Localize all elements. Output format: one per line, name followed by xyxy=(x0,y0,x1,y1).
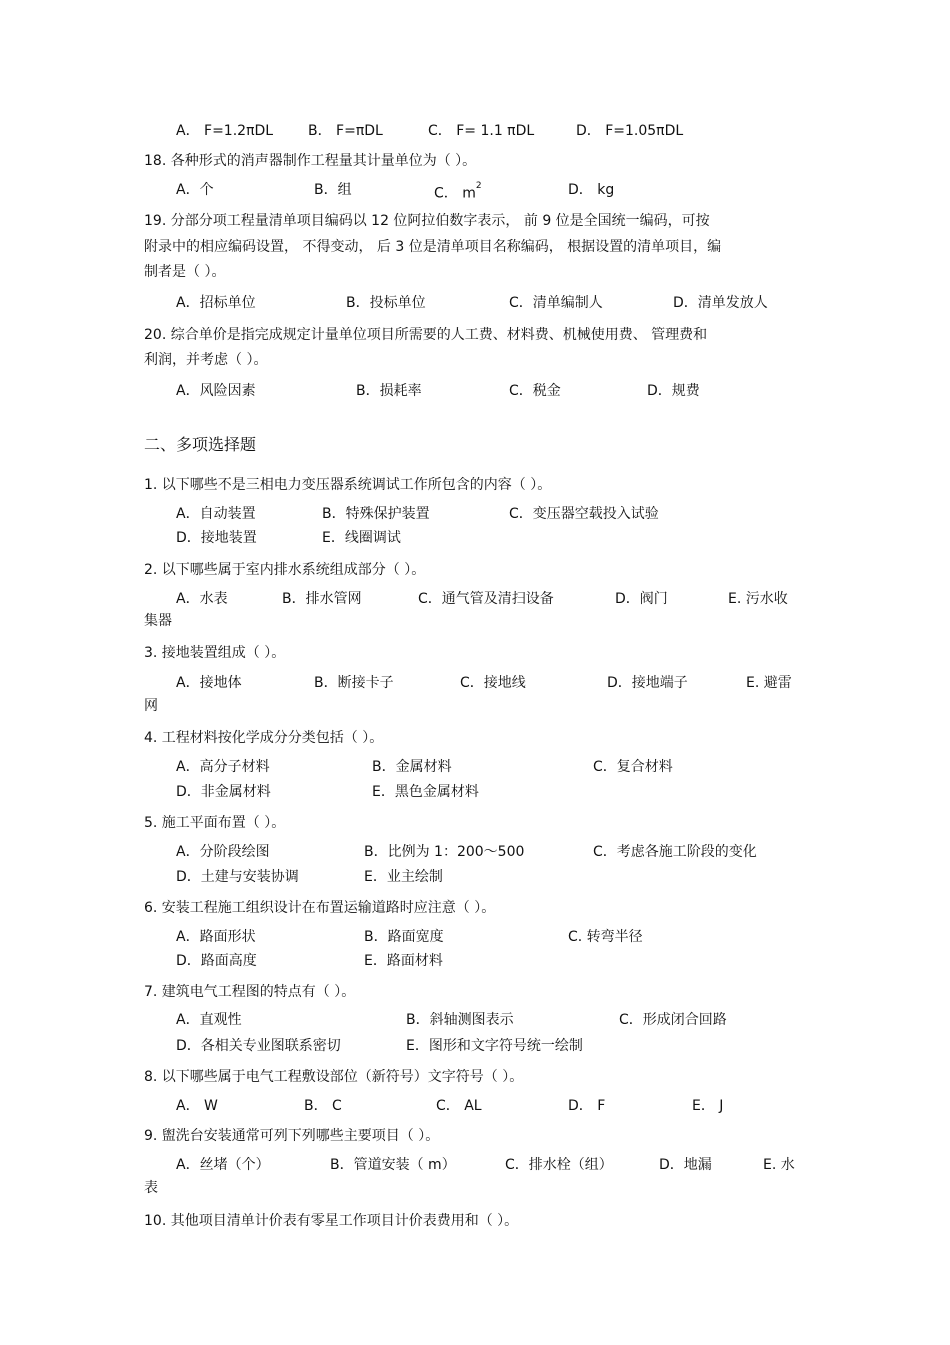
mq3-option-e: E. 避雷 xyxy=(746,675,792,691)
mq9-option-a: A．丝堵（个） xyxy=(176,1157,270,1173)
mq6-option-e: E．路面材料 xyxy=(364,953,443,969)
mq4-option-e: E．黑色金属材料 xyxy=(372,784,479,800)
mq10-stem: 10. 其他项目清单计价表有零星工作项目计价表费用和（ ）。 xyxy=(144,1213,519,1229)
mq7-stem: 7. 建筑电气工程图的特点有（ ）。 xyxy=(144,984,356,1000)
mq9-option-c: C．排水栓（组） xyxy=(505,1157,613,1173)
mq5-option-a: A．分阶段绘图 xyxy=(176,844,270,860)
mq1-option-c: C．变压器空载投入试验 xyxy=(509,506,659,522)
mq3-option-b: B．断接卡子 xyxy=(314,675,394,691)
q20-line-1: 20. 综合单价是指完成规定计量单位项目所需要的人工费、材料费、机械使用费、 管理费和 xyxy=(144,327,708,343)
q20-option-a: A．风险因素 xyxy=(176,383,256,399)
mq3-stem: 3. 接地装置组成（ ）。 xyxy=(144,645,286,661)
q19-option-d: D．清单发放人 xyxy=(673,295,768,311)
mq2-option-b: B．排水管网 xyxy=(282,591,362,607)
mq8-stem: 8. 以下哪些属于电气工程敷设部位（新符号）文字符号（ ）。 xyxy=(144,1069,524,1085)
mq7-option-a: A．直观性 xyxy=(176,1012,242,1028)
mq4-stem: 4. 工程材料按化学成分分类包括（ ）。 xyxy=(144,730,384,746)
mq4-option-d: D．非金属材料 xyxy=(176,784,271,800)
q18-option-d: D． kg xyxy=(568,182,615,198)
mq7-option-b: B．斜轴测图表示 xyxy=(406,1012,514,1028)
mq8-option-e: E． J xyxy=(692,1098,724,1114)
mq6-option-d: D．路面高度 xyxy=(176,953,257,969)
mq4-option-b: B．金属材料 xyxy=(372,759,452,775)
mq3-option-d: D．接地端子 xyxy=(607,675,688,691)
mq6-option-c: C. 转弯半径 xyxy=(568,929,643,945)
mq2-option-e: E. 污水收 xyxy=(728,591,788,607)
mq2-option-d: D．阀门 xyxy=(615,591,668,607)
q18-option-b: B．组 xyxy=(314,182,352,198)
mq6-option-a: A．路面形状 xyxy=(176,929,256,945)
q19-line-1: 19. 分部分项工程量清单项目编码以 12 位阿拉伯数字表示， 前 9 位是全国统一编码，可按 xyxy=(144,213,710,229)
mq1-option-b: B．特殊保护装置 xyxy=(322,506,430,522)
q19-line-2: 附录中的相应编码设置， 不得变动， 后 3 位是清单项目名称编码， 根据设置的清单项目，编 xyxy=(144,239,722,255)
mq2-option-c: C．通气管及清扫设备 xyxy=(418,591,554,607)
q20-option-b: B．损耗率 xyxy=(356,383,422,399)
mq9-stem: 9. 盥洗台安装通常可列下列哪些主要项目（ ）。 xyxy=(144,1128,440,1144)
mq3-option-a: A．接地体 xyxy=(176,675,242,691)
q19-option-a: A．招标单位 xyxy=(176,295,256,311)
mq5-option-d: D．土建与安装协调 xyxy=(176,869,299,885)
mq7-option-d: D．各相关专业图联系密切 xyxy=(176,1038,341,1054)
mq7-option-e: E．图形和文字符号统一绘制 xyxy=(406,1038,583,1054)
superscript: 2 xyxy=(475,181,482,191)
q17-option-d: D． F=1.05πDL xyxy=(576,123,684,139)
mq8-option-c: C． AL xyxy=(436,1098,482,1114)
mq8-option-d: D． F xyxy=(568,1098,606,1114)
mq6-option-b: B．路面宽度 xyxy=(364,929,444,945)
q20-option-c: C．税金 xyxy=(509,383,561,399)
mq4-option-c: C．复合材料 xyxy=(593,759,673,775)
mq1-option-a: A．自动装置 xyxy=(176,506,256,522)
mq3-option-c: C．接地线 xyxy=(460,675,526,691)
mq5-option-c: C．考虑各施工阶段的变化 xyxy=(593,844,757,860)
mq5-option-e: E．业主绘制 xyxy=(364,869,443,885)
q19-line-3: 制者是（ ）。 xyxy=(144,264,226,280)
q17-option-a: A． F=1.2πDL xyxy=(176,123,274,139)
section-title: 二、多项选择题 xyxy=(144,435,257,454)
mq1-option-e: E．线圈调试 xyxy=(322,530,401,546)
q19-option-c: C．清单编制人 xyxy=(509,295,603,311)
mq2-stem: 2. 以下哪些属于室内排水系统组成部分（ ）。 xyxy=(144,562,426,578)
q18-option-c-text: C． m xyxy=(434,185,476,202)
q18-option-c xyxy=(434,182,482,202)
mq9-option-e: E. 水 xyxy=(763,1157,795,1173)
q20-option-d: D．规费 xyxy=(647,383,700,399)
mq9-option-d: D．地漏 xyxy=(659,1157,712,1173)
mq2-option-a: A．水表 xyxy=(176,591,228,607)
mq5-option-b: B．比例为 1：200～500 xyxy=(364,844,525,860)
mq3-wrap: 网 xyxy=(144,698,158,714)
mq4-option-a: A．高分子材料 xyxy=(176,759,270,775)
q18-option-a: A．个 xyxy=(176,182,214,198)
q18-stem: 18. 各种形式的消声器制作工程量其计量单位为（ ）。 xyxy=(144,153,477,169)
mq5-stem: 5. 施工平面布置（ ）。 xyxy=(144,815,286,831)
q19-option-b: B．投标单位 xyxy=(346,295,426,311)
mq9-wrap: 表 xyxy=(144,1180,158,1196)
mq1-stem: 1. 以下哪些不是三相电力变压器系统调试工作所包含的内容（ ）。 xyxy=(144,477,552,493)
mq2-wrap: 集器 xyxy=(144,613,172,629)
mq8-option-b: B． C xyxy=(304,1098,342,1114)
mq9-option-b: B．管道安装（ m） xyxy=(330,1157,456,1173)
q20-line-2: 利润，并考虑（ ）。 xyxy=(144,352,268,368)
mq6-stem: 6. 安装工程施工组织设计在布置运输道路时应注意（ ）。 xyxy=(144,900,496,916)
mq7-option-c: C．形成闭合回路 xyxy=(619,1012,727,1028)
q17-option-b: B． F=πDL xyxy=(308,123,383,139)
q17-option-c: C． F= 1.1 πDL xyxy=(428,123,535,139)
mq1-option-d: D．接地装置 xyxy=(176,530,257,546)
mq8-option-a: A． W xyxy=(176,1098,218,1114)
